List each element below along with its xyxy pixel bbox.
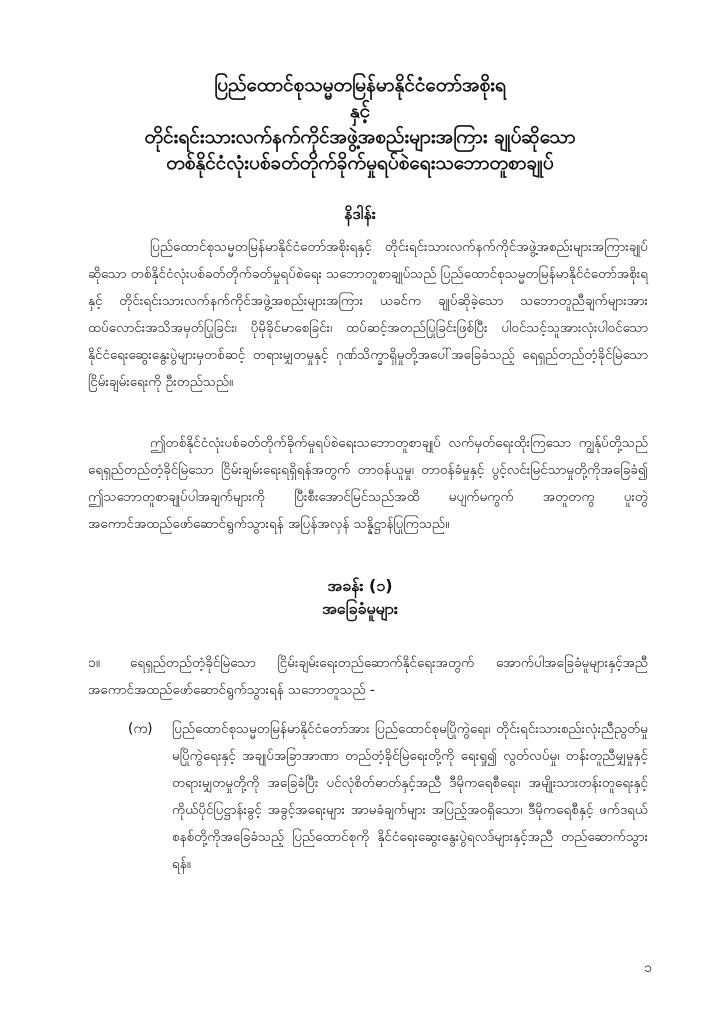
chapter-number: အခန်း (၁) — [327, 576, 393, 595]
sub-clause-text: ပြည်ထောင်စုသမ္မတမြန်မာနိုင်ငံတော်အား ပြည်ထောင်စုမပြိုကွဲရေး၊ တိုင်းရင်းသားစည်းလုံးညီညွတ်မှုမပြိုကွဲရေးနှင့် အချုပ်အခြာအာဏာ တည်တံ့ခိုင်မြဲရေးတို့ကို ရေးရှု၍ လွတ်လပ်မှု၊ တန်းတူညီမျှမှုနှင့် တရားမျှတမှုတို့ကို အခြေခံပြီး ပင်လုံစိတ်ဓာတ်နှင့်အညီ ဒီမိုကရေစီရေး၊ အမျိုးသားတန်းတူရေးနှင့် ကိုယ်ပိုင်ပြဋ္ဌာန်းခွင့် အခွင့်အရေးများ အာမခံချက်များ အပြည့်အဝရှိသော၊ ဒီမိုကရေစီနှင့် ဖက်ဒရယ်စနစ်တို့ကိုအခြေခံသည့် ပြည်ထောင်စုကို နိုင်ငံရေးဆွေးနွေးပွဲရလဒ်များနှင့်အညီ တည်ဆောက်သွားရန်။ — [172, 721, 648, 872]
page-number: ၁ — [644, 960, 652, 976]
clause-number: ၁။ — [88, 655, 101, 671]
preamble-paragraph: ဤတစ်နိုင်ငံလုံးပစ်ခတ်တိုက်ခိုက်မှုရပ်စဲရေးသဘောတူစာချုပ် လက်မှတ်ရေးထိုးကြသော ကျွန်ုပ်တို့သည် ရေရှည်တည်တံ့ခိုင်မြဲသော ငြိမ်းချမ်းရေးရရှိရန်အတွက် တာဝန်ယူမှု၊ တာဝန်ခံမှုနှင့် ပွင့်လင်းမြင်သာမှုတို့ကိုအခြေခံ၍ ဤသဘောတူစာချုပ်ပါအချက်များကို ပြီးစီးအောင်မြင်သည်အထိ မပျက်မကွက် အတူတကွ ပူးတွဲအကောင်အထည်ဖော်ဆောင်ရွက်သွားရန် အပြန်အလှန် သန္နိဋ္ဌာန်ပြုကြသည်။ — [88, 435, 648, 532]
clause-text: ရေရှည်တည်တံ့ခိုင်မြဲသော ငြိမ်းချမ်းရေးတည်ဆောက်နိုင်ရေးအတွက် အောက်ပါအခြေခံမူများနှင့်အညီ အကောင်အထည်ဖော်ဆောင်ရွက်သွားရန် သဘောတူသည် - — [88, 655, 648, 698]
title-line: ပြည်ထောင်စုသမ္မတမြန်မာနိုင်ငံတော်အစိုးရ — [214, 74, 506, 96]
preamble-heading: နိဒါန်း — [344, 204, 376, 223]
sub-clause-label: (က) — [128, 721, 153, 737]
chapter-title: အခြေခံမူများ — [322, 599, 398, 618]
title-line: တိုင်းရင်းသားလက်နက်ကိုင်အဖွဲ့အစည်းများအကြား ချုပ်ဆိုသော — [144, 126, 576, 148]
document-title — [60, 72, 660, 176]
preamble-paragraph: ပြည်ထောင်စုသမ္မတမြန်မာနိုင်ငံတော်အစိုးရနှင့် တိုင်းရင်းသားလက်နက်ကိုင်အဖွဲ့အစည်းများအကြားချုပ်ဆိုသော တစ်နိုင်ငံလုံးပစ်ခတ်တိုက်ခတ်မှုရပ်စဲရေး သဘောတူစာချုပ်သည် ပြည်ထောင်စုသမ္မတမြန်မာနိုင်ငံတော်အစိုးရ နှင့် တိုင်းရင်းသားလက်နက်ကိုင်အဖွဲ့အစည်းများအကြား ယခင်က ချုပ်ဆိုခဲ့သော သဘောတူညီချက်များအား ထပ်လောင်းအသိအမှတ်ပြုခြင်း၊ ပိုမိုခိုင်မာစေခြင်း၊ ထပ်ဆင့်အတည်ပြုခြင်းဖြစ်ပြီး ပါဝင်သင့်သူအားလုံးပါဝင်သော နိုင်ငံရေးဆွေးနွေးပွဲများမှတစ်ဆင့် တရားမျှတမှုနှင့် ဂုဏ်သိက္ခာရှိမှုတို့အပေါ်အခြေခံသည့် ရေရှည်တည်တံ့ခိုင်မြဲသော ငြိမ်းချမ်းရေးကို ဦးတည်သည်။ — [88, 239, 648, 390]
title-line: တစ်နိုင်ငံလုံးပစ်ခတ်တိုက်ခိုက်မှုရပ်စဲရေးသဘောတူစာချုပ် — [166, 152, 554, 174]
title-line: နှင့် — [349, 100, 371, 122]
